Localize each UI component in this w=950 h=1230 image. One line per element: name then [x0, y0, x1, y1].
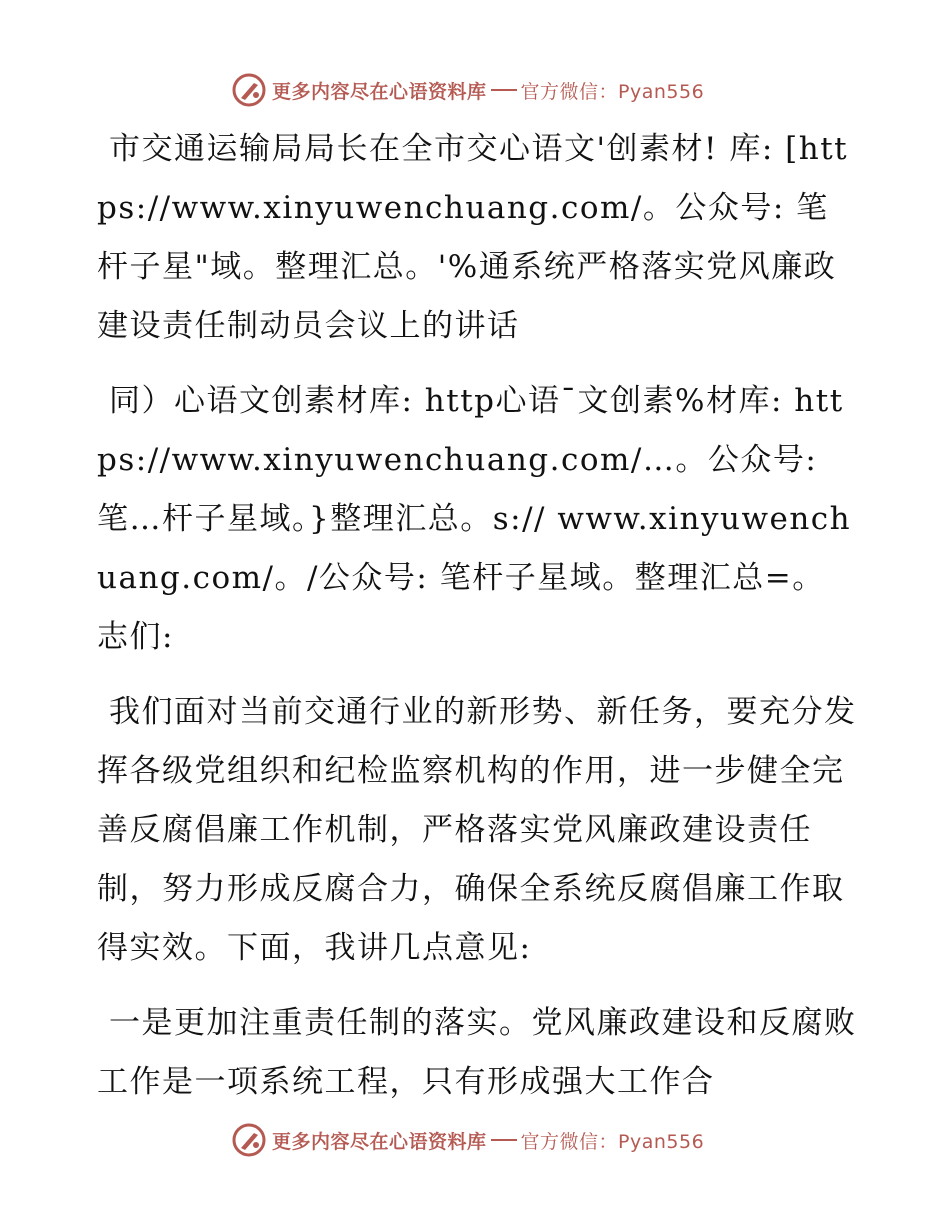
watermark-text: 更多内容尽在心语资料库	[272, 80, 487, 103]
watermark-wechat: 官方微信：Pyan556	[520, 80, 705, 103]
paragraph-point-one: 一是更加注重责任制的落实。党风廉政建设和反腐败工作是一项系统工程，只有形成强大工作合	[97, 1005, 857, 1100]
paragraph-intro: 我们面对当前交通行业的新形势、新任务，要充分发挥各级党组织和纪检监察机构的作用，进一步健全完善反腐倡廉工作机制，严格落实党风廉政建设责任制，努力形成反腐合力，确保全系统反腐倡廉工作取得实效。下面，我讲几点意见:	[97, 694, 857, 966]
pen-logo-icon	[232, 73, 266, 107]
footer-watermark	[232, 1120, 704, 1160]
paragraph-greeting: 同）心语文创素材库: http心语¯文创素%材库: https://www.xinyuwenchuang.com/…。公众号: 笔…杆子星域。}整理汇总。s:// www.xinyuwenchuang.com/。/公众号: 笔杆子星域。整理汇总=。志们:	[97, 383, 852, 655]
document-body	[97, 120, 857, 1128]
watermark-text: 更多内容尽在心语资料库	[272, 1130, 487, 1153]
pen-logo-icon	[232, 1123, 266, 1157]
header-watermark	[232, 70, 704, 110]
watermark-separator	[491, 89, 517, 91]
watermark-separator	[491, 1139, 517, 1141]
paragraph-title: 市交通运输局局长在全市交心语文'创素材! 库: [https://www.xinyuwenchuang.com/。公众号: 笔杆子星"域。整理汇总。'%通系统严格落实党风廉政建设责任制动员会议上的讲话	[97, 131, 849, 344]
watermark-wechat: 官方微信：Pyan556	[520, 1130, 705, 1153]
